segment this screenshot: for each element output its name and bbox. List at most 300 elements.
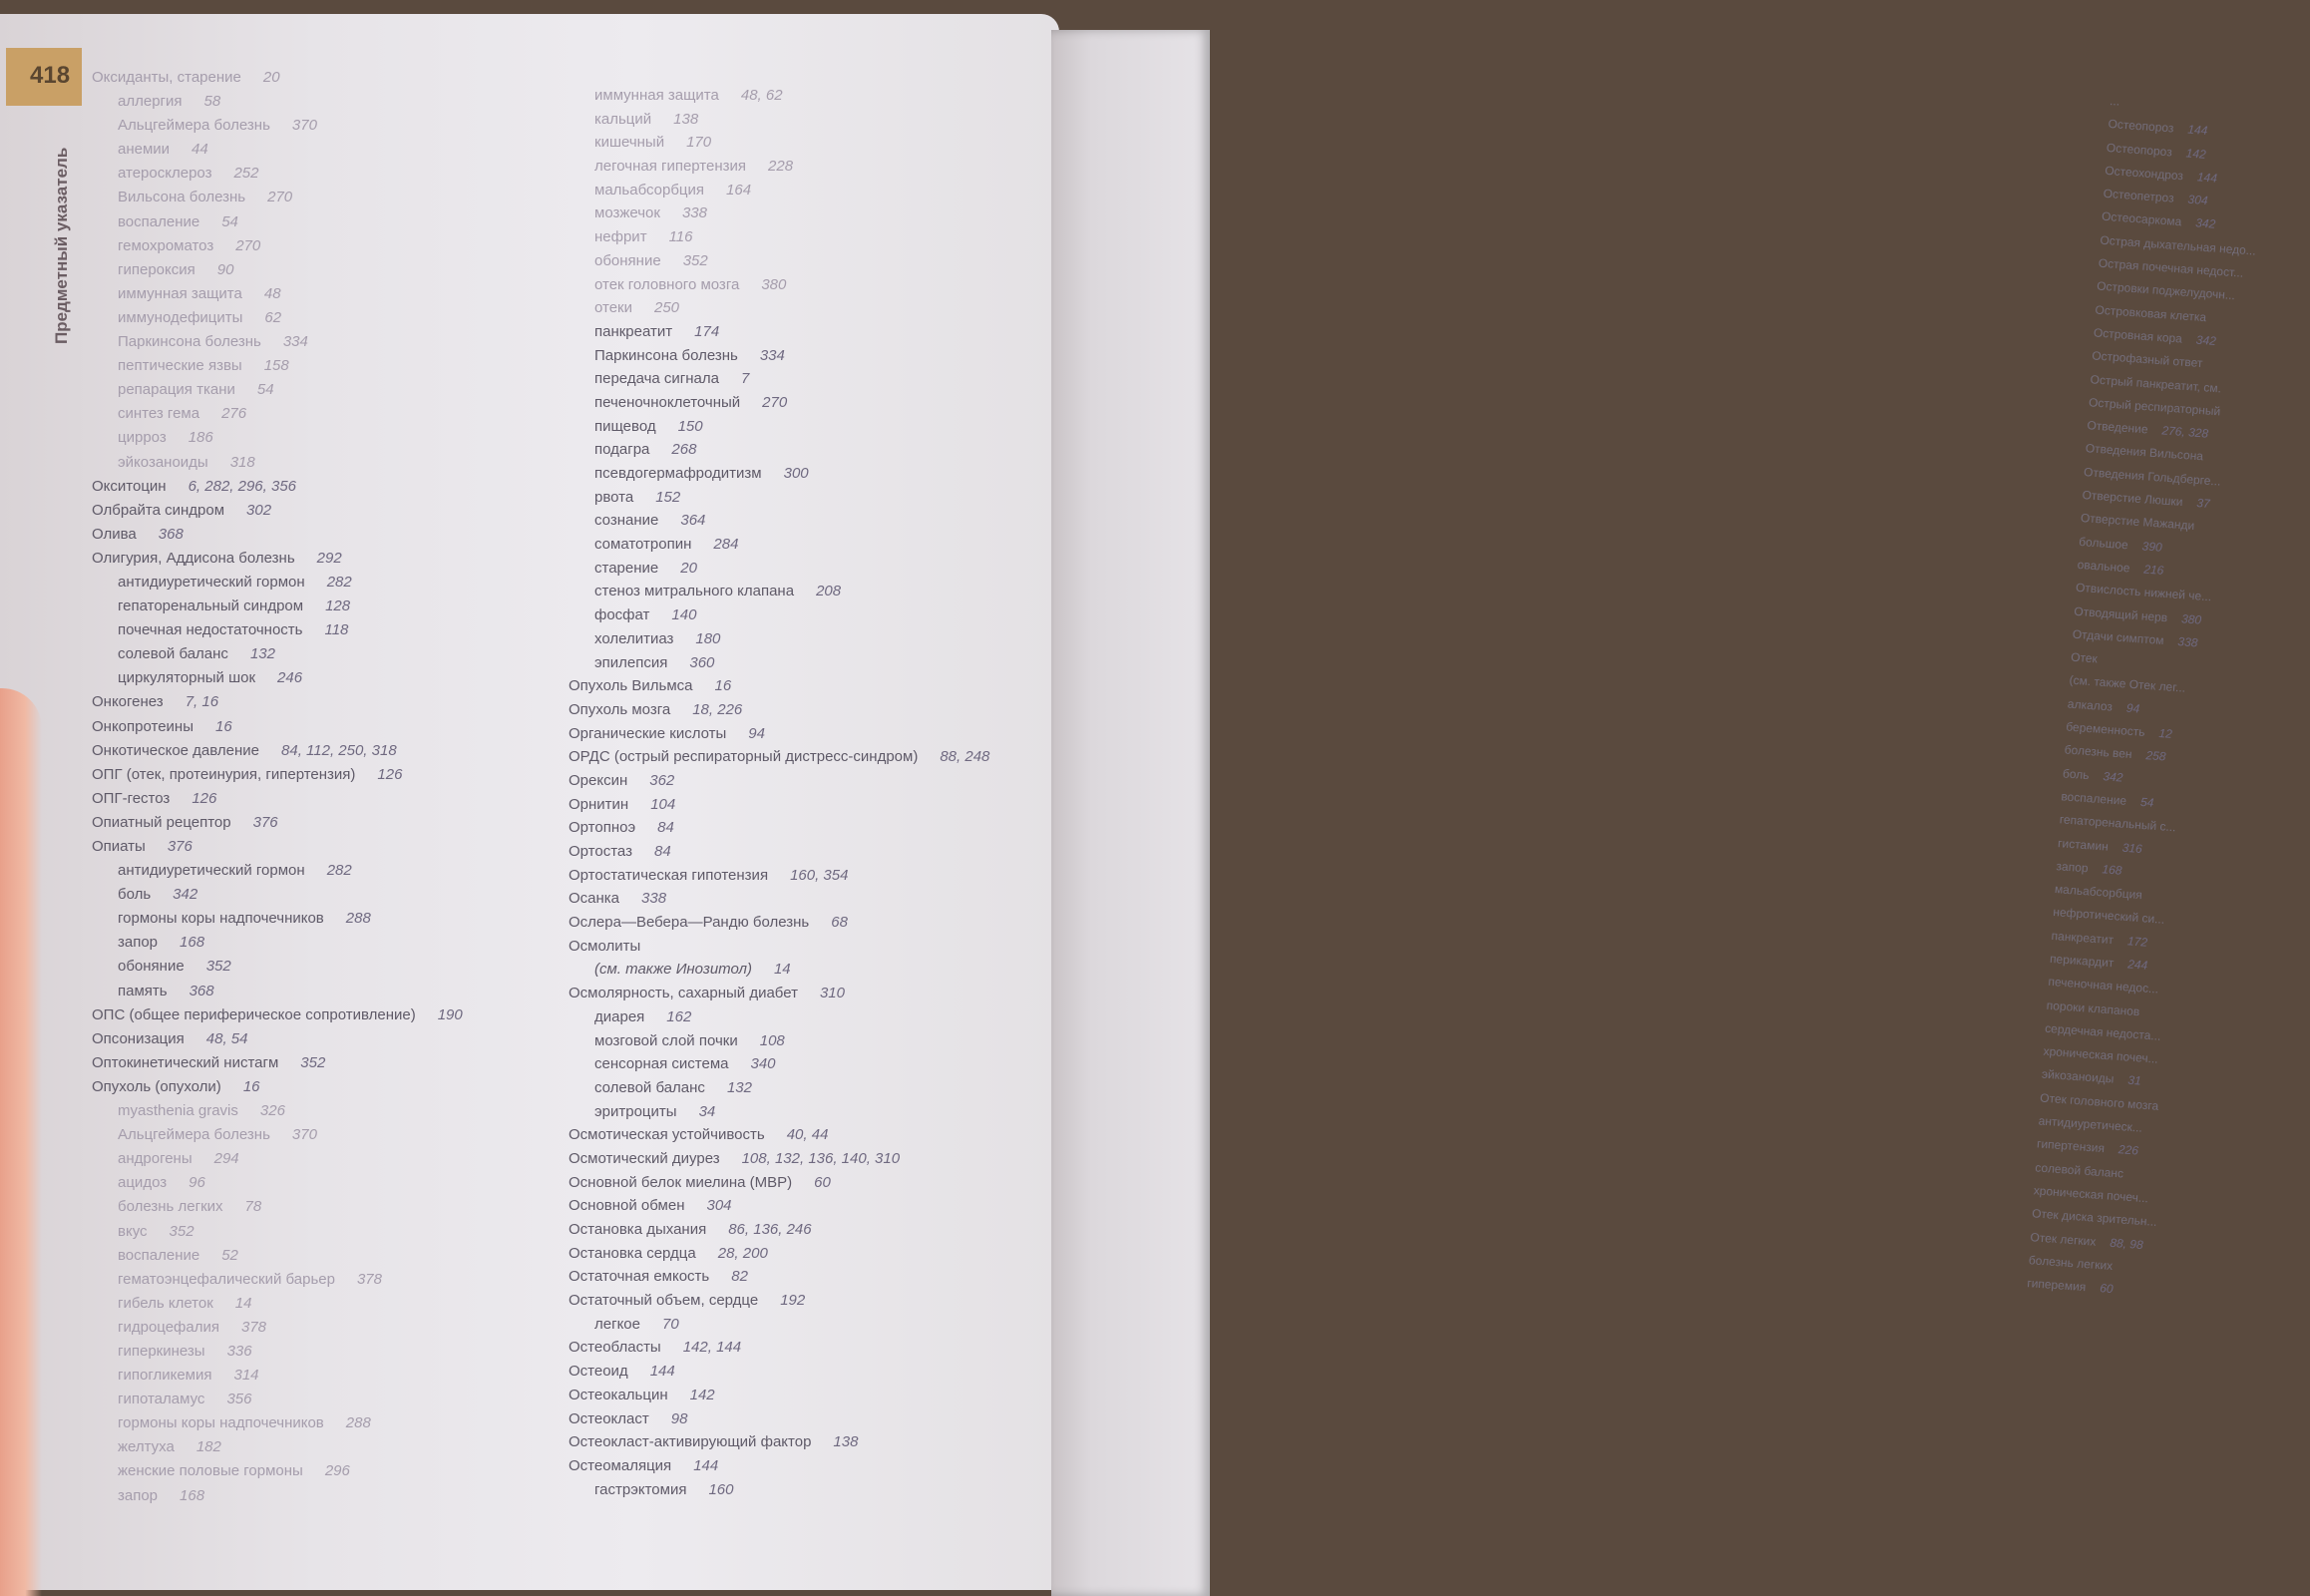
index-column-left: [92, 66, 580, 1508]
index-term: женские половые гормоны: [118, 1462, 303, 1480]
index-pages: 70: [661, 1315, 679, 1333]
index-entry: [92, 378, 580, 402]
index-entry: [569, 1313, 1037, 1337]
index-entry: [569, 722, 1037, 746]
index-entry: [569, 415, 1037, 439]
index-term: воспаление: [2060, 789, 2127, 808]
index-pages: 168: [180, 934, 205, 952]
index-pages: 186: [188, 429, 213, 447]
index-pages: 258: [2144, 748, 2166, 764]
index-term: Осмолиты: [569, 937, 641, 955]
index-pages: 98: [670, 1409, 688, 1427]
index-term: гипероксия: [118, 260, 195, 278]
index-pages: 126: [377, 765, 403, 783]
index-entry: [569, 1478, 1037, 1502]
index-pages: 172: [2126, 933, 2148, 950]
index-entry: [569, 580, 1037, 603]
index-term: память: [118, 982, 168, 999]
index-entry: [569, 864, 1037, 888]
index-entry: [569, 1029, 1037, 1053]
index-pages: 88, 248: [940, 748, 990, 766]
index-pages: 88, 98: [2109, 1235, 2144, 1252]
index-term: иммунодефициты: [118, 308, 243, 326]
index-entry: [92, 90, 580, 114]
index-term: легкое: [594, 1315, 640, 1333]
index-entry: [92, 234, 580, 258]
index-term: Опухоль Вильмса: [569, 677, 693, 695]
index-pages: 334: [759, 346, 785, 364]
index-term: гипертензия: [2036, 1136, 2106, 1156]
index-entry: [569, 486, 1037, 510]
index-entry: [569, 296, 1037, 320]
index-pages: 20: [262, 69, 280, 86]
index-term: эйкозаноиды: [118, 453, 208, 471]
index-entry: [569, 1265, 1037, 1289]
index-pages: 52: [221, 1246, 238, 1264]
index-term: запор: [2056, 858, 2090, 876]
index-entry: [569, 935, 1037, 959]
index-pages: 370: [291, 117, 317, 135]
index-term: Опиатный рецептор: [92, 813, 231, 831]
index-entry: [92, 210, 580, 234]
index-pages: 376: [167, 838, 192, 855]
index-entry: [92, 883, 580, 907]
index-entry: [569, 557, 1037, 581]
index-term: Остановка дыхания: [569, 1221, 707, 1238]
index-pages: 7: [740, 370, 750, 388]
index-pages: 84, 112, 250, 318: [281, 741, 397, 759]
index-term: солевой баланс: [2034, 1160, 2124, 1181]
index-term: соматотропин: [594, 536, 692, 554]
index-pages: 58: [203, 93, 221, 111]
index-pages: 16: [714, 677, 732, 695]
index-term: сенсорная система: [594, 1055, 729, 1073]
index-pages: 160, 354: [790, 866, 849, 884]
index-entry: [569, 391, 1037, 415]
index-term: гиперемия: [2026, 1276, 2087, 1295]
index-pages: 6, 282, 296, 356: [188, 477, 297, 495]
index-term: хроническая почеч...: [2033, 1183, 2149, 1206]
index-term: отеки: [594, 299, 632, 317]
index-term: мальабсорбция: [2054, 882, 2143, 903]
index-entry: [569, 651, 1037, 675]
index-term: Остановка сердца: [569, 1244, 696, 1262]
index-pages: 118: [324, 621, 349, 639]
index-entry: [92, 618, 580, 642]
index-pages: 378: [356, 1270, 382, 1288]
index-pages: 208: [816, 583, 842, 600]
index-entry: [569, 958, 1037, 982]
index-term: Островки поджелудочн...: [2096, 278, 2236, 303]
index-pages: 34: [698, 1102, 716, 1120]
index-term: Остеомаляция: [569, 1456, 672, 1474]
index-entry: [569, 1005, 1037, 1029]
index-term: Отверстие Мажанди: [2080, 511, 2195, 534]
index-term: гастрэктомия: [594, 1480, 687, 1498]
index-term: Отек диска зрительн...: [2031, 1206, 2157, 1230]
index-column-middle: [569, 84, 1037, 1501]
index-term: стеноз митрального клапана: [594, 583, 795, 600]
index-pages: 144: [649, 1363, 675, 1381]
index-pages: 16: [242, 1077, 260, 1095]
index-entry: [92, 354, 580, 378]
index-term: антидиуретический гормон: [118, 573, 305, 591]
index-term: мозжечок: [594, 204, 660, 222]
index-pages: 158: [263, 357, 289, 375]
index-entry: [92, 1459, 580, 1483]
index-term: нефротический си...: [2052, 905, 2165, 928]
index-entry: [92, 1411, 580, 1435]
index-term: фосфат: [594, 606, 650, 624]
index-entry: [92, 451, 580, 475]
index-pages: 16: [215, 717, 232, 735]
index-term: воспаление: [118, 212, 200, 230]
index-term: хроническая почеч...: [2043, 1043, 2159, 1066]
index-term: цирроз: [118, 429, 167, 447]
index-term: гипогликемия: [118, 1367, 212, 1385]
index-entry: [569, 155, 1037, 179]
index-term: Опиаты: [92, 838, 146, 855]
index-pages: 144: [693, 1456, 719, 1474]
index-pages: 7, 16: [185, 693, 219, 711]
index-pages: 342: [2103, 768, 2124, 785]
index-term: обоняние: [118, 958, 185, 976]
index-term: циркуляторный шок: [118, 669, 256, 687]
index-term: синтез гема: [118, 405, 200, 423]
index-pages: 168: [180, 1486, 205, 1504]
index-term: боль: [2062, 765, 2091, 782]
index-term: псевдогермафродитизм: [594, 465, 762, 482]
index-entry: [569, 249, 1037, 273]
index-pages: 342: [173, 886, 198, 904]
index-pages: 368: [158, 525, 184, 543]
index-pages: 352: [682, 251, 708, 269]
index-pages: 168: [2102, 862, 2122, 878]
index-entry: [569, 840, 1037, 864]
index-term: Остеохондроз: [2104, 163, 2184, 184]
index-term: Остеокальцин: [569, 1386, 668, 1403]
index-entry: [92, 114, 580, 138]
index-term: Орнитин: [569, 795, 629, 813]
index-term: Острая дыхательная недо...: [2099, 232, 2257, 258]
index-term: (см. также Инозитол): [594, 961, 752, 979]
index-term: беременность: [2065, 719, 2146, 739]
index-pages: 380: [761, 275, 787, 293]
index-term: myasthenia gravis: [118, 1102, 238, 1120]
index-term: почечная недостаточность: [118, 621, 303, 639]
index-pages: 294: [213, 1150, 239, 1168]
page-number: 418: [30, 62, 71, 89]
index-pages: 250: [654, 299, 680, 317]
index-entry: [569, 1052, 1037, 1076]
index-pages: 40, 44: [786, 1126, 829, 1144]
index-entry: [569, 816, 1037, 840]
index-entry: [92, 1003, 580, 1027]
index-entry: [92, 835, 580, 859]
index-entry: [92, 690, 580, 714]
index-pages: 352: [300, 1053, 326, 1071]
index-pages: 190: [437, 1005, 463, 1023]
index-pages: 302: [246, 501, 272, 519]
index-term: нефрит: [594, 228, 647, 246]
index-pages: 140: [671, 606, 697, 624]
index-term: Олигурия, Аддисона болезнь: [92, 549, 295, 567]
index-entry: [92, 402, 580, 426]
index-term: пороки клапанов: [2046, 998, 2140, 1018]
index-entry: [569, 1407, 1037, 1431]
index-entry: [92, 1123, 580, 1147]
index-entry: [569, 179, 1037, 202]
index-term: эпилепсия: [594, 653, 668, 671]
index-entry: [569, 1242, 1037, 1266]
index-pages: 364: [680, 512, 706, 530]
index-term: воспаление: [118, 1246, 200, 1264]
index-term: Олбрайта синдром: [92, 501, 225, 519]
index-entry: [569, 1123, 1037, 1147]
index-pages: 292: [316, 549, 342, 567]
index-pages: 314: [233, 1367, 259, 1385]
index-pages: 182: [195, 1438, 221, 1456]
index-term: Альцгеймера болезнь: [118, 1126, 270, 1144]
index-term: аллергия: [118, 93, 183, 111]
index-pages: 244: [2126, 957, 2148, 973]
index-entry: [569, 344, 1037, 368]
index-pages: 54: [2139, 794, 2154, 810]
index-entry: [569, 509, 1037, 533]
index-entry: [92, 1195, 580, 1219]
index-term: Осмотический диурез: [569, 1149, 720, 1167]
index-pages: 138: [833, 1433, 859, 1451]
index-entry: [569, 1430, 1037, 1454]
index-term: панкреатит: [594, 322, 673, 340]
index-entry: [92, 66, 580, 90]
index-pages: 142, 144: [682, 1339, 742, 1357]
index-term: ацидоз: [118, 1174, 168, 1192]
index-term: иммунная защита: [118, 284, 242, 302]
index-term: Отек легких: [2030, 1229, 2097, 1249]
index-pages: 352: [205, 958, 231, 976]
index-term: панкреатит: [2051, 928, 2115, 947]
index-entry: [92, 955, 580, 979]
index-term: гепаторенальный с...: [2059, 812, 2176, 835]
index-entry: [569, 793, 1037, 817]
index-entry: [569, 769, 1037, 793]
index-pages: 96: [189, 1174, 205, 1192]
index-term: гормоны коры надпочечников: [118, 1414, 324, 1432]
index-term: Остеоид: [569, 1363, 628, 1381]
index-term: Остаточный объем, сердце: [569, 1292, 759, 1310]
index-entry: [569, 603, 1037, 627]
index-term: Остаточная емкость: [569, 1268, 710, 1286]
index-term: Отводящий нерв: [2073, 603, 2168, 624]
index-entry: [92, 282, 580, 306]
index-pages: 152: [655, 488, 681, 506]
index-term: Ортостатическая гипотензия: [569, 866, 769, 884]
index-term: кишечный: [594, 134, 665, 152]
index-term: вкус: [118, 1222, 148, 1240]
index-entry: [569, 1289, 1037, 1313]
index-pages: 304: [706, 1197, 732, 1215]
index-term: Опсонизация: [92, 1029, 185, 1047]
index-pages: 132: [249, 645, 275, 663]
index-pages: 360: [689, 653, 715, 671]
index-entry: [569, 533, 1037, 557]
index-entry: [92, 1220, 580, 1244]
index-term: сердечная недоста...: [2044, 1020, 2161, 1043]
index-entry: [92, 763, 580, 787]
index-term: гиперкинезы: [118, 1342, 205, 1360]
index-entry: [92, 186, 580, 209]
index-pages: 104: [650, 795, 676, 813]
index-pages: 14: [773, 961, 791, 979]
index-entry: [569, 1194, 1037, 1218]
index-entry: [92, 1364, 580, 1388]
index-entry: [92, 1244, 580, 1268]
index-term: гепаторенальный синдром: [118, 598, 304, 615]
index-entry: [569, 1171, 1037, 1195]
index-pages: 352: [169, 1222, 194, 1240]
index-pages: 60: [2099, 1281, 2115, 1297]
index-term: ОРДС (острый респираторный дистресс-синдром): [569, 748, 919, 766]
index-term: Опухоль мозга: [569, 700, 671, 718]
index-entry: [92, 330, 580, 354]
index-term: Осанка: [569, 890, 620, 908]
index-pages: 94: [748, 724, 765, 742]
index-term: Онкопротеины: [92, 717, 193, 735]
index-term: антидиуретическ...: [2038, 1113, 2143, 1135]
index-term: боль: [118, 886, 152, 904]
index-entry: [92, 595, 580, 618]
index-term: Ослера—Вебера—Рандю болезнь: [569, 914, 810, 932]
index-entry: [92, 1388, 580, 1411]
index-term: гибель клеток: [118, 1294, 213, 1312]
index-pages: 326: [259, 1102, 285, 1120]
index-entry: [92, 1316, 580, 1340]
index-entry: [92, 642, 580, 666]
index-pages: 180: [695, 629, 721, 647]
index-pages: 246: [277, 669, 303, 687]
index-term: гидроцефалия: [118, 1318, 219, 1336]
index-entry: [569, 131, 1037, 155]
index-pages: 142: [689, 1386, 715, 1403]
index-term: эритроциты: [594, 1102, 677, 1120]
index-term: Остеобласты: [569, 1339, 661, 1357]
index-entry: [569, 745, 1037, 769]
index-entry: [92, 426, 580, 450]
index-entry: [92, 1051, 580, 1075]
index-pages: 116: [668, 228, 693, 246]
section-label: Предметный указатель: [52, 147, 71, 344]
index-pages: 376: [252, 813, 278, 831]
index-pages: 310: [819, 985, 845, 1002]
index-pages: 31: [2126, 1073, 2142, 1089]
index-pages: 304: [2187, 192, 2209, 208]
index-term: пептические язвы: [118, 357, 242, 375]
index-pages: 142: [2185, 146, 2207, 162]
index-term: Остеосаркома: [2101, 209, 2182, 229]
index-term: Остеокласт: [569, 1409, 649, 1427]
index-term: (см. также Отек лег...: [2069, 672, 2186, 696]
index-pages: 336: [226, 1342, 252, 1360]
index-entry: [569, 320, 1037, 344]
index-pages: 228: [768, 158, 794, 176]
index-pages: 37: [2195, 496, 2211, 511]
index-term: иммунная защита: [594, 87, 719, 104]
index-term: запор: [118, 934, 159, 952]
index-entry: [569, 84, 1037, 108]
index-pages: 270: [235, 236, 261, 254]
index-term: болезнь вен: [2064, 742, 2133, 762]
index-term: рвота: [594, 488, 634, 506]
index-pages: 340: [750, 1055, 776, 1073]
index-pages: 54: [221, 212, 238, 230]
index-entry: [569, 108, 1037, 132]
index-pages: 318: [229, 453, 255, 471]
index-term: ОПС (общее периферическое сопротивление): [92, 1005, 416, 1023]
index-term: Ортопноэ: [569, 819, 636, 837]
index-term: желтуха: [118, 1438, 175, 1456]
index-term: мозговой слой почки: [594, 1031, 738, 1049]
index-term: Остеопороз: [2106, 140, 2173, 160]
index-term: солевой баланс: [118, 645, 228, 663]
index-entry: [569, 438, 1037, 462]
index-term: кальций: [594, 110, 652, 128]
index-pages: 334: [282, 333, 308, 351]
index-pages: 342: [2195, 332, 2217, 348]
index-term: Основной обмен: [569, 1197, 685, 1215]
index-entry: [569, 1218, 1037, 1242]
index-entry: [92, 1171, 580, 1195]
index-term: Островковая клетка: [2095, 302, 2207, 324]
index-entry: [569, 627, 1037, 651]
index-term: ОПГ (отек, протеинурия, гипертензия): [92, 765, 356, 783]
index-pages: 284: [713, 536, 739, 554]
index-pages: 132: [726, 1078, 752, 1096]
index-pages: 268: [671, 441, 697, 459]
index-pages: 216: [2142, 562, 2164, 578]
index-term: Олива: [92, 525, 137, 543]
index-term: Отведения Вильсона: [2085, 441, 2204, 464]
index-term: Отведение: [2086, 418, 2148, 437]
index-entry: [92, 1027, 580, 1051]
index-entry: [569, 462, 1037, 486]
index-pages: 170: [686, 134, 712, 152]
index-term: Ортостаз: [569, 843, 632, 860]
index-pages: 288: [345, 910, 371, 928]
index-pages: 338: [681, 204, 707, 222]
index-term: Основной белок миелина (МВР): [569, 1173, 793, 1191]
index-pages: 300: [783, 465, 809, 482]
index-pages: 338: [641, 890, 667, 908]
index-pages: 296: [324, 1462, 350, 1480]
index-pages: 48, 62: [740, 87, 783, 104]
index-term: Онкотическое давление: [92, 741, 260, 759]
index-pages: 276, 328: [2160, 423, 2209, 441]
index-term: Отдачи симптом: [2072, 626, 2164, 647]
index-entry: [92, 787, 580, 811]
index-entry: [92, 907, 580, 931]
index-pages: 86, 136, 246: [728, 1221, 812, 1238]
index-pages: 144: [2186, 122, 2208, 139]
index-term: Паркинсона болезнь: [594, 346, 738, 364]
index-entry: [569, 1100, 1037, 1124]
index-pages: 14: [234, 1294, 252, 1312]
index-entry: [92, 931, 580, 955]
index-entry: [569, 911, 1037, 935]
index-entry: [569, 1147, 1037, 1171]
index-term: репарация ткани: [118, 381, 235, 399]
index-pages: 138: [673, 110, 699, 128]
